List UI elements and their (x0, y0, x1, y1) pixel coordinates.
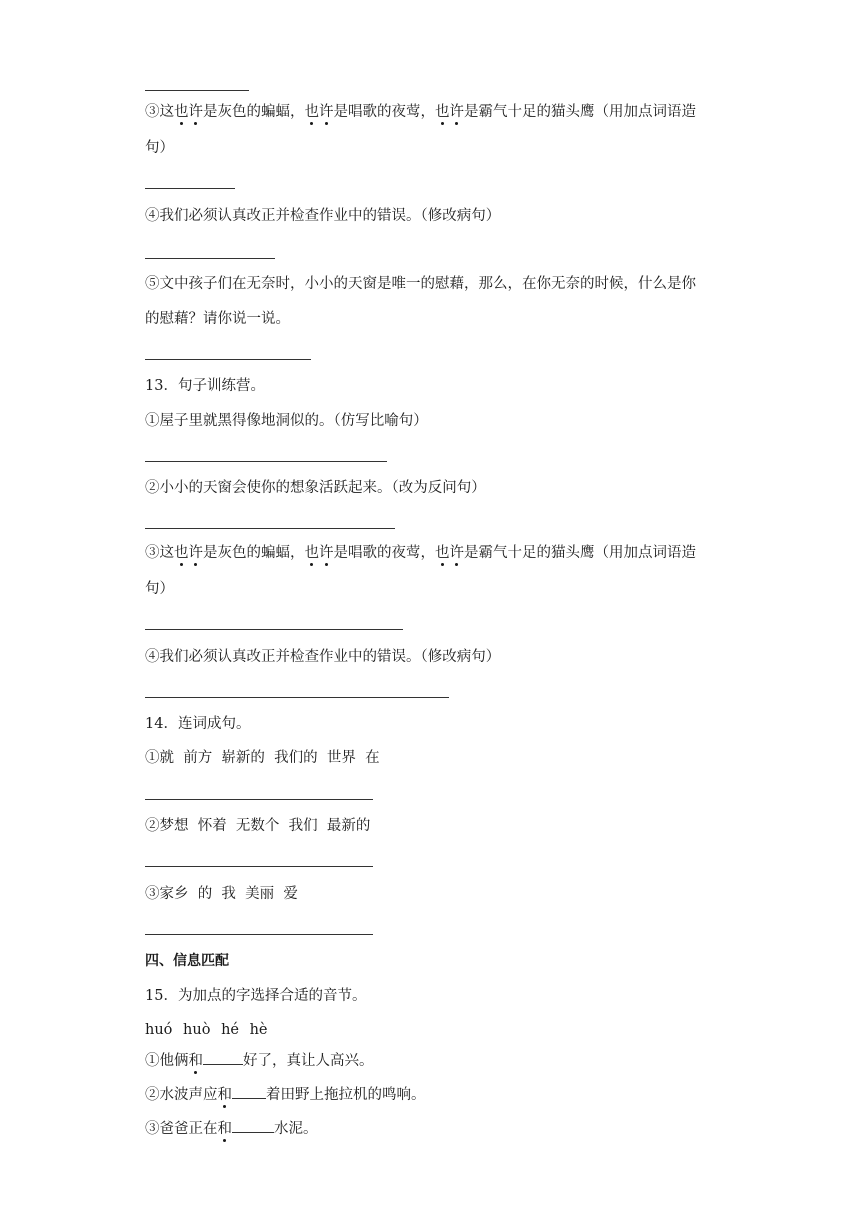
answer-line (145, 799, 373, 800)
answer-line (145, 258, 275, 259)
q12-item-4: ④我们必须认真改正并检查作业中的错误。（修改病句） (145, 208, 501, 224)
pinyin-option: hè (249, 1022, 268, 1038)
pinyin-option: hé (221, 1022, 239, 1038)
pinyin-option: huò (183, 1022, 211, 1038)
pinyin-option: huó (145, 1022, 173, 1038)
fill-blank[interactable] (232, 1118, 274, 1133)
q13-item-3: ③这也许是灰色的蝙蝠，也许是唱歌的夜莺，也许是霸气十足的猫头鹰（用加点词语造 (145, 545, 696, 561)
pinyin-options (145, 1020, 268, 1040)
q12-item-5: ⑤文中孩子们在无奈时，小小的天窗是唯一的慰藉，那么，在你无奈的时候，什么是你 (145, 276, 696, 292)
answer-line (145, 528, 395, 529)
q12-item-3: ③这也许是灰色的蝙蝠，也许是唱歌的夜莺，也许是霸气十足的猫头鹰（用加点词语造 (145, 104, 696, 120)
answer-line (145, 866, 373, 867)
answer-line (145, 461, 387, 462)
q14-item-3: ③家乡 的 我 美丽 爱 (145, 886, 298, 902)
q15-item-1: ①他俩和 好了，真让人高兴。 (145, 1050, 374, 1071)
fill-blank[interactable] (203, 1050, 243, 1065)
q13-item-1: ①屋子里就黑得像地洞似的。（仿写比喻句） (145, 413, 428, 429)
q13-title: 13．句子训练营。 (145, 378, 265, 394)
q13-item-2: ②小小的天窗会使你的想象活跃起来。（改为反问句） (145, 480, 486, 496)
answer-line (145, 629, 403, 630)
section-heading: 四、信息匹配 (145, 953, 229, 969)
dotted-char: 和 (188, 1053, 203, 1069)
q12-item-3-cont: 句） (145, 140, 174, 156)
q14-title: 14．连词成句。 (145, 716, 251, 732)
answer-line (145, 188, 235, 189)
answer-line (145, 359, 311, 360)
q15-item-3: ③爸爸正在和 水泥。 (145, 1118, 318, 1139)
answer-line (145, 934, 373, 935)
q13-item-4: ④我们必须认真改正并检查作业中的错误。（修改病句） (145, 649, 501, 665)
dotted-char: 和 (217, 1121, 232, 1137)
answer-line (145, 697, 449, 698)
q14-item-1: ①就 前方 崭新的 我们的 世界 在 (145, 750, 380, 766)
answer-line (145, 90, 249, 91)
q15-title: 15．为加点的字选择合适的音节。 (145, 988, 367, 1004)
q12-item-5-cont: 的慰藉？请你说一说。 (145, 311, 290, 327)
fill-blank[interactable] (232, 1084, 266, 1099)
q15-item-2: ②水波声应和 着田野上拖拉机的鸣响。 (145, 1084, 426, 1105)
dotted-char: 和 (217, 1087, 232, 1103)
q14-item-2: ②梦想 怀着 无数个 我们 最新的 (145, 818, 371, 834)
q13-item-3-cont: 句） (145, 581, 174, 597)
